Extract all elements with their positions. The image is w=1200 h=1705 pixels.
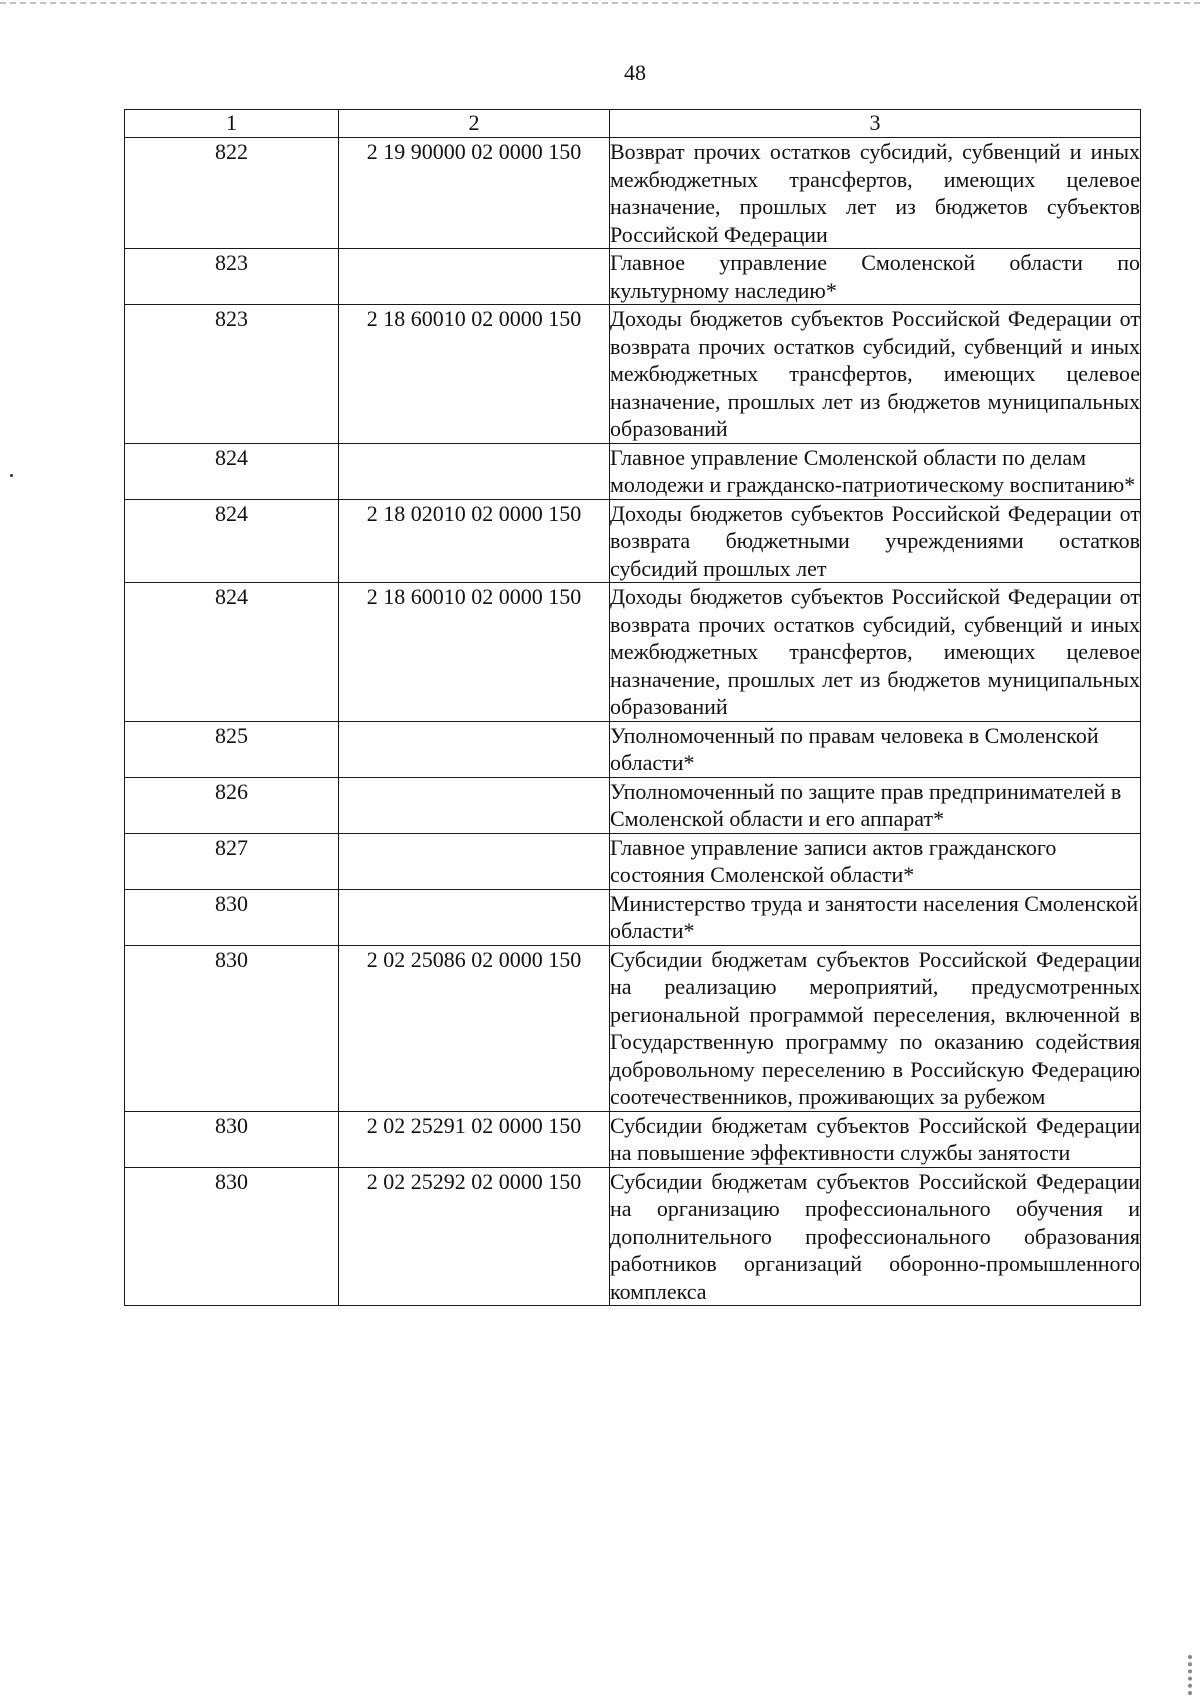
admin-code-cell: 822 — [125, 138, 339, 249]
admin-code-cell: 830 — [125, 1111, 339, 1167]
revenue-name-cell: Главное управление Смоленской области по делам молодежи и гражданско-патриотическому воспитанию* — [610, 443, 1141, 499]
revenue-code-cell — [339, 249, 610, 305]
revenue-code-cell: 2 02 25086 02 0000 150 — [339, 945, 610, 1111]
revenue-code-cell — [339, 777, 610, 833]
revenue-code-cell: 2 19 90000 02 0000 150 — [339, 138, 610, 249]
revenue-name-cell: Субсидии бюджетам субъектов Российской Федерации на повышение эффективности службы занятости — [610, 1112, 1140, 1165]
table-row — [125, 945, 1141, 1111]
revenue-name-cell: Доходы бюджетов субъектов Российской Федерации от возврата прочих остатков субсидий, субвенций и иных межбюджетных трансфертов, имеющих целевое назначение, прошлых лет из бюджетов муниципальных образований — [610, 306, 1140, 441]
admin-code-cell: 823 — [125, 249, 339, 305]
admin-code-cell: 827 — [125, 833, 339, 889]
revenue-codes-table — [124, 109, 1141, 1306]
table-row — [125, 305, 1141, 444]
table-row — [125, 138, 1141, 249]
column-header-1: 1 — [125, 110, 339, 138]
column-header-2: 2 — [339, 110, 610, 138]
revenue-code-cell: 2 18 60010 02 0000 150 — [339, 305, 610, 444]
table-row — [125, 833, 1141, 889]
revenue-code-cell: 2 18 02010 02 0000 150 — [339, 499, 610, 583]
table-row — [125, 499, 1141, 583]
admin-code-cell: 824 — [125, 499, 339, 583]
scan-corner-artifact — [1188, 1655, 1198, 1695]
revenue-name-cell: Главное управление Смоленской области по культурному наследию* — [610, 250, 1140, 303]
admin-code-cell: 826 — [125, 777, 339, 833]
revenue-code-cell — [339, 833, 610, 889]
table-body — [125, 138, 1141, 1306]
table-row — [125, 1111, 1141, 1167]
admin-code-cell: 830 — [125, 889, 339, 945]
revenue-name-cell: Возврат прочих остатков субсидий, субвенций и иных межбюджетных трансфертов, имеющих целевое назначение, прошлых лет из бюджетов субъектов Российской Федерации — [610, 139, 1140, 247]
revenue-name-cell: Уполномоченный по защите прав предпринимателей в Смоленской области и его аппарат* — [610, 777, 1141, 833]
table-row — [125, 1167, 1141, 1306]
revenue-code-cell — [339, 721, 610, 777]
revenue-name-cell: Субсидии бюджетам субъектов Российской Федерации на организацию профессионального обучения и дополнительного профессионального образования работников организаций оборонно-промышленного комплекса — [610, 1168, 1140, 1304]
revenue-name-cell: Доходы бюджетов субъектов Российской Федерации от возврата бюджетными учреждениями остатков субсидий прошлых лет — [610, 500, 1140, 581]
admin-code-cell: 830 — [125, 1167, 339, 1306]
revenue-name-cell: Министерство труда и занятости населения Смоленской области* — [610, 889, 1141, 945]
admin-code-cell: 825 — [125, 721, 339, 777]
table-row — [125, 443, 1141, 499]
revenue-code-cell — [339, 443, 610, 499]
table-row — [125, 583, 1141, 722]
page-number: 48 — [624, 60, 646, 85]
table-row — [125, 889, 1141, 945]
table-row — [125, 249, 1141, 305]
revenue-code-cell: 2 18 60010 02 0000 150 — [339, 583, 610, 722]
revenue-code-cell — [339, 889, 610, 945]
table-row — [125, 777, 1141, 833]
revenue-name-cell: Доходы бюджетов субъектов Российской Федерации от возврата прочих остатков субсидий, субвенций и иных межбюджетных трансфертов, имеющих целевое назначение, прошлых лет из бюджетов муниципальных образований — [610, 584, 1140, 719]
revenue-name-cell: Главное управление записи актов гражданского состояния Смоленской области* — [610, 833, 1141, 889]
table-row — [125, 721, 1141, 777]
scan-speck — [10, 474, 13, 477]
admin-code-cell: 823 — [125, 305, 339, 444]
table-header-row — [125, 110, 1141, 138]
revenue-name-cell: Субсидии бюджетам субъектов Российской Федерации на реализацию мероприятий, предусмотренных региональной программой переселения, включенной в Государственную программу по оказанию содействия добровольному переселению в Российскую Федерацию соотечественников, проживающих за рубежом — [610, 946, 1140, 1109]
admin-code-cell: 824 — [125, 583, 339, 722]
revenue-code-cell: 2 02 25292 02 0000 150 — [339, 1167, 610, 1306]
revenue-name-cell: Уполномоченный по правам человека в Смоленской области* — [610, 721, 1141, 777]
scan-edge-artifact — [0, 2, 1200, 4]
admin-code-cell: 830 — [125, 945, 339, 1111]
revenue-code-cell: 2 02 25291 02 0000 150 — [339, 1111, 610, 1167]
column-header-3: 3 — [610, 110, 1141, 138]
admin-code-cell: 824 — [125, 443, 339, 499]
